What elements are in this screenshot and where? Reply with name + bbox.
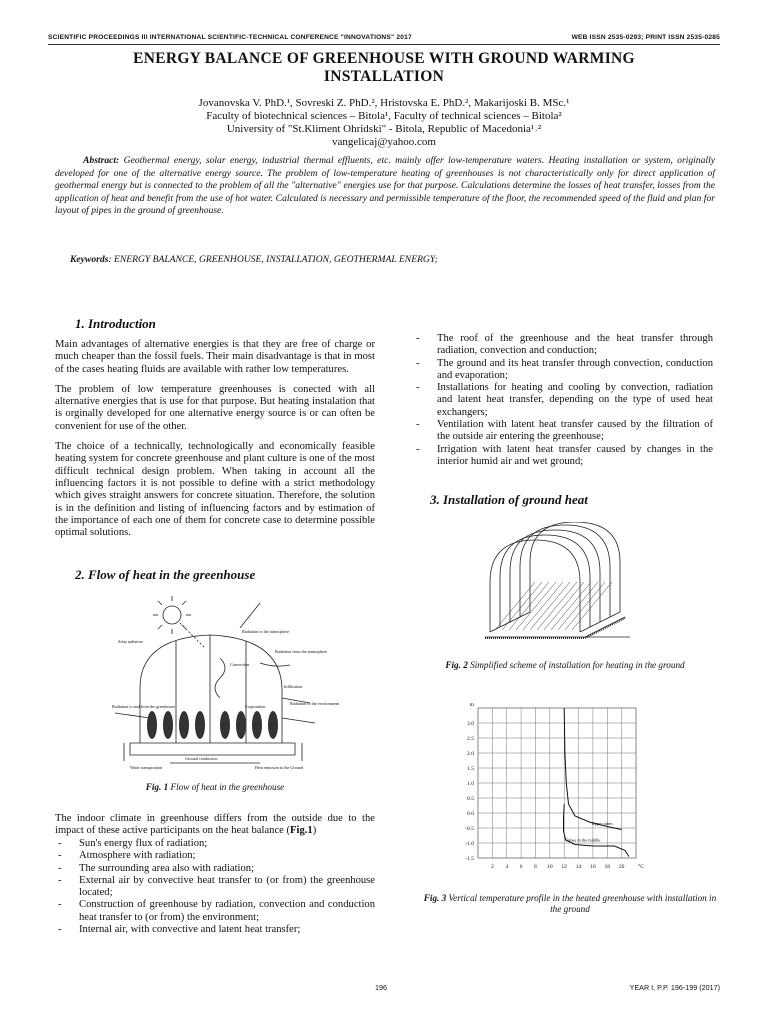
fig1-label-evaporation: Evaporation xyxy=(245,704,266,709)
fig1-label-convection: Convection xyxy=(230,662,250,667)
list-item: - The surrounding area also with radiation; xyxy=(55,863,375,875)
section-heading-ground-heat: 3. Installation of ground heat xyxy=(430,492,588,507)
abstract-text: Geothermal energy, solar energy, industrial thermal effluents, etc. mainly offer low-temperature waters. Heating installation or system, originally developed for one of the alternative energy source. The problem of low-temperature heating of greenhouses is not characteristically only for direct application of geothermal energy but is connected to the problem of all the "alternative" energies use for that purpose. Calculations determine the losses of heat transfer, losses from the application of heat and benefit from the use of hot water. Calculated is necessary and permissible temperature of the floor, the recommended speed of the fluid and plan for layout of pipes in the ground of greenhouse. xyxy=(55,155,715,217)
x-tick-label: 8 xyxy=(534,864,537,870)
fig1-label-rad-atm: Radiation to the atmosphere xyxy=(242,629,290,634)
figure-1-caption xyxy=(55,782,375,793)
authors: Jovanovska V. PhD.¹, Sovreski Z. PhD.², Hristovska E. PhD.², Makarijoski B. MSc.¹ xyxy=(198,97,570,109)
fig1-label: Fig. 1 xyxy=(145,782,169,792)
keywords xyxy=(70,254,710,265)
figure-2-caption xyxy=(410,660,720,671)
y-tick-label: -0.5 xyxy=(465,826,474,832)
flow-intro-close: ) xyxy=(312,825,317,837)
x-tick-label: 18 xyxy=(604,864,611,870)
y-tick-label: -1.5 xyxy=(465,856,474,862)
x-tick-label: 14 xyxy=(575,864,582,870)
y-tick-label: 2.0 xyxy=(467,751,474,757)
y-tick-label: 0.0 xyxy=(467,811,474,817)
list-item: - The roof of the greenhouse and the heat transfer through radiation, convection and conduction; xyxy=(413,333,713,358)
list-item: - Irrigation with latent heat transfer caused by changes in the interior humid air and wet ground; xyxy=(413,444,713,469)
figure-3-temperature-profile-chart xyxy=(448,698,658,880)
fig1-label-heat-ground: Heat emission to the Ground xyxy=(255,765,304,770)
fig2-caption-text: Simplified scheme of installation for heating in the ground xyxy=(467,660,685,670)
intro-paragraph-2: The problem of low temperature greenhouses is conected with all alternative energies that is use for that purpose. But heating instalation that is orginally developed for one alternative energy source is or can often be convenient for use of the other. xyxy=(55,383,375,432)
series-label: Upper tubes xyxy=(591,821,613,826)
series-label: Tubes in the middle xyxy=(565,837,601,843)
y-axis-label: m xyxy=(469,702,474,708)
list-item: - Internal air, with convective and latent heat transfer; xyxy=(55,924,375,936)
y-tick-label: 1.0 xyxy=(467,781,474,787)
y-tick-label: 1.5 xyxy=(467,766,474,772)
list-item: - Atmosphere with radiation; xyxy=(55,850,375,862)
abstract-label: Abstract: xyxy=(83,155,120,166)
figure-2-ground-installation xyxy=(480,522,640,647)
y-tick-label: 0.5 xyxy=(467,796,474,802)
fig2-label: Fig. 2 xyxy=(445,660,468,670)
author-email: vangelicaj@yahoo.com xyxy=(332,136,436,148)
fig1-caption-text: Flow of heat in the greenhouse xyxy=(168,782,285,792)
fig1-label-infiltration: Infiltration xyxy=(284,684,303,689)
list-item: - Sun's energy flux of radiation; xyxy=(55,838,375,850)
fig3-label: Fig. 3 xyxy=(423,893,447,903)
flow-intro-paragraph xyxy=(55,813,375,838)
x-tick-label: 2 xyxy=(490,864,494,870)
fig3-caption-text: Vertical temperature profile in the heated greenhouse with installation in the ground xyxy=(446,893,717,914)
affiliation-line-1: Faculty of biotechnical sciences – Bitola¹, Faculty of technical sciences – Bitola² xyxy=(206,110,562,122)
paper-title: ENERGY BALANCE OF GREENHOUSE WITH GROUND WARMING INSTALLATION xyxy=(133,50,635,85)
flow-intro-text: The indoor climate in greenhouse differs from the outside due to the impact of these active participants on the heat balance ( xyxy=(55,813,375,837)
heat-balance-list-right xyxy=(413,333,713,468)
sun-icon xyxy=(163,606,181,624)
affiliation-line-2: University of "St.Kliment Ohridski" - Bitola, Republic of Macedonia¹˒² xyxy=(226,123,542,135)
fig1-label-water-trans: Water transpiration xyxy=(130,765,163,770)
header-conference: SCIENTIFIC PROCEEDINGS III INTERNATIONAL SCIENTIFIC-TECHNICAL CONFERENCE "INNOVATIONS" 2017 xyxy=(48,34,412,41)
fig1-label-rad-env: Radiation to the environment xyxy=(290,701,339,706)
fig1-label-ground-cond: Ground conduction xyxy=(185,756,218,761)
x-tick-label: 12 xyxy=(561,864,567,870)
list-item: - Ventilation with latent heat transfer caused by the filtration of the outside air entering the greenhouse; xyxy=(413,419,713,444)
keywords-label: Keywords xyxy=(70,254,109,265)
introduction-body xyxy=(55,339,375,547)
abstract xyxy=(55,155,715,218)
fig1-label-rad-in: Radiation to and from the greenhouse xyxy=(112,704,176,709)
footer-year-pages: YEAR I, P.P. 196-199 (2017) xyxy=(629,983,720,992)
page-number: 196 xyxy=(375,983,387,992)
intro-paragraph-3: The choice of a technically, technologically and economically feasible heating system for concrete greenhouse and plant culture is one of the most difficult technical design problem. When taking in account all the influencing factors it is not possible to define with a strict methodology which gives straight answers for concrete situation. Therefore, the solution is in the definition and listing of influencing factors and by estimation of the importance of each one of them for concrete case to determine possible optimal solutions. xyxy=(55,441,375,539)
header-issn: WEB ISSN 2535-0293; PRINT ISSN 2535-0285 xyxy=(571,34,720,41)
y-tick-label: 2.5 xyxy=(467,736,474,742)
fig1-reference: Fig.1 xyxy=(290,825,313,837)
figure-3-caption xyxy=(420,893,720,915)
x-tick-label: 16 xyxy=(590,864,596,870)
list-item: - Installations for heating and cooling by convection, radiation and latent heat transfer, depending on the type of used heat exchangers; xyxy=(413,382,713,419)
x-tick-label: 6 xyxy=(519,864,523,870)
x-axis-label: °C xyxy=(638,864,644,870)
header-rule xyxy=(48,44,720,45)
figure-1-heat-flow-diagram xyxy=(110,593,350,771)
heat-balance-list-left xyxy=(55,838,375,936)
fig1-label-solar: Solar radiation xyxy=(118,639,143,644)
section-heading-flow-of-heat: 2. Flow of heat in the greenhouse xyxy=(75,567,256,582)
y-tick-label: 3.0 xyxy=(467,721,474,727)
list-item: - External air by convective heat transfer to (or from) the greenhouse located; xyxy=(55,875,375,900)
x-tick-label: 20 xyxy=(618,864,625,870)
y-tick-label: -1.0 xyxy=(465,841,474,847)
running-header xyxy=(48,34,720,41)
intro-paragraph-1: Main advantages of alternative energies is that they are free of charge or much cheaper than the fossil fuels. Their main disadvantage is that in most of the cases heating fluids are available with rather low temperatures. xyxy=(55,339,375,375)
keywords-text: : ENERGY BALANCE, GREENHOUSE, INSTALLATION, GEOTHERMAL ENERGY; xyxy=(108,254,438,265)
fig1-label-rad-from: Radiation from the atmosphere xyxy=(275,649,327,654)
x-tick-label: 4 xyxy=(505,864,509,870)
list-item: - The ground and its heat transfer through convection, conduction and evaporation; xyxy=(413,358,713,383)
list-item: - Construction of greenhouse by radiation, convection and conduction heat transfer to (or from) the environment; xyxy=(55,899,375,924)
x-tick-label: 10 xyxy=(547,864,553,870)
section-heading-introduction: 1. Introduction xyxy=(75,316,156,331)
